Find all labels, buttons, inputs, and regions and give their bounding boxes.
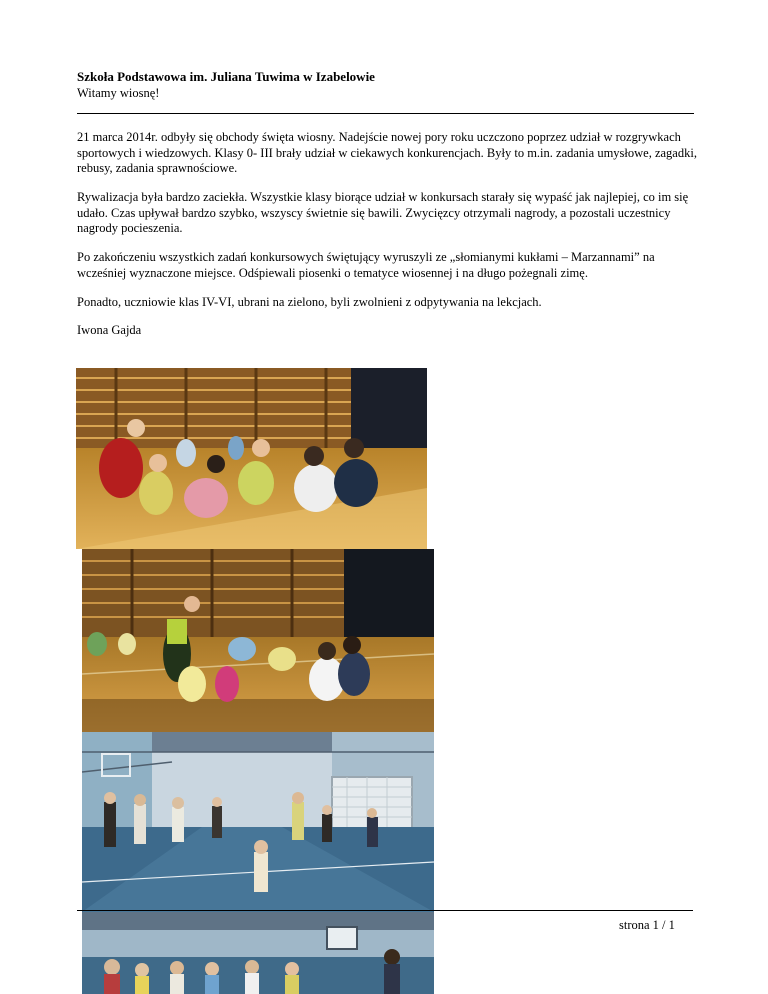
event-photo-sack-race: [82, 732, 434, 912]
page-number: strona 1 / 1: [619, 918, 675, 932]
article-paragraph: 21 marca 2014r. odbyły się obchody święta wiosny. Nadejście nowej pory roku uczczono poprzez udział w rozgrywkach sportowych i wiedzowych. Klasy 0- III brały udział w ciekawych konkurencjach. Były to m.in. zadania umysłowe, zagadki, rebusy, zadania sprawnościowe.: [77, 130, 697, 175]
event-photo-group: [82, 912, 434, 994]
article-author: Iwona Gajda: [77, 323, 142, 337]
footer-divider: [77, 910, 693, 911]
event-photo-children-circle: [76, 368, 427, 549]
article-paragraph: Rywalizacja była bardzo zaciekła. Wszystkie klasy biorące udział w konkursach starały się wypaść jak najlepiej, co im się udało. Czas upływał bardzo szybko, wszyscy świetnie się bawili. Zwycięzcy otrzymali nagrody, a pozostali uczestnicy nagrody pocieszenia.: [77, 190, 689, 235]
article-subtitle: Witamy wiosnę!: [77, 86, 160, 100]
school-title: Szkoła Podstawowa im. Juliana Tuwima w Izabelowie: [77, 69, 375, 84]
article-paragraph: Ponadto, uczniowie klas IV-VI, ubrani na zielono, byli zwolnieni z odpytywania na lekcjach.: [77, 295, 542, 309]
article-paragraph: Po zakończeniu wszystkich zadań konkursowych świętujący wyruszyli ze „słomianymi kukłami – Marzannami” na wcześniej wyznaczone miejsce. Odśpiewali piosenki o tematyce wiosennej i na długo pożegnali zimę.: [77, 250, 655, 280]
event-photo-gym-game: [82, 549, 434, 732]
header-divider: [77, 113, 694, 114]
